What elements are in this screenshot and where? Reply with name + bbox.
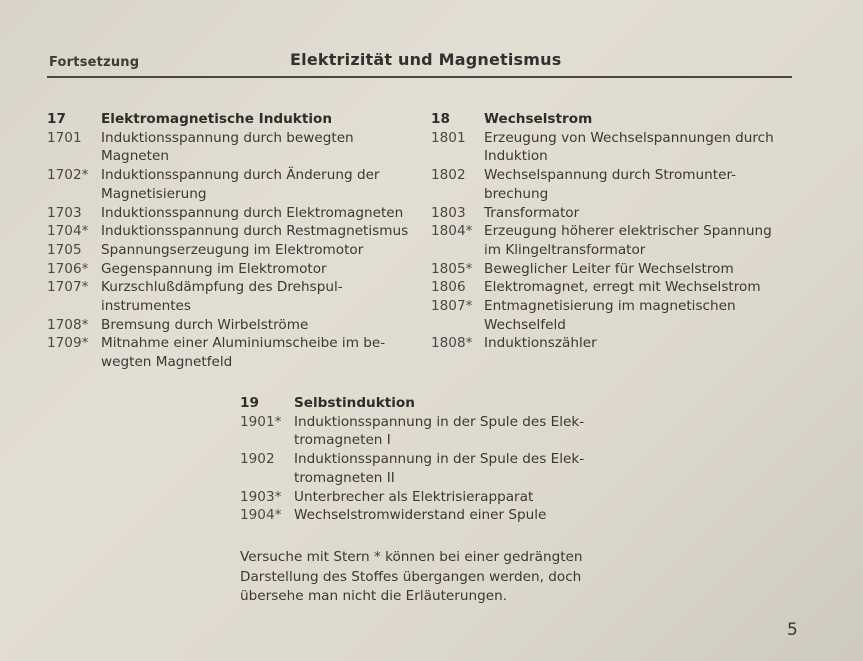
note-line: übersehe man nicht die Erläuterungen. [240,588,508,604]
section-19-selbstinduktion [240,394,610,525]
text-line: Induktion [484,148,548,165]
experiment-number: 1903* [240,488,282,505]
experiment-item [47,260,417,279]
experiment-number: 1803 [431,204,466,221]
experiment-item [47,129,417,166]
experiment-item [47,316,417,335]
experiment-number: 1806 [431,279,466,296]
experiment-number: 1808* [431,335,473,352]
experiment-item [240,450,610,487]
experiment-item [47,334,417,371]
experiment-text [484,222,801,259]
experiment-item [431,222,801,259]
experiment-number: 1805* [431,260,473,277]
experiment-item [431,166,801,203]
text-line: tromagneten II [294,469,395,486]
experiment-text [294,413,610,450]
experiment-number: 1702* [47,167,89,184]
note-line: Versuche mit Stern * können bei einer gedrängten [240,549,583,565]
experiment-text [101,129,417,166]
experiment-number: 1703 [47,204,82,221]
section-heading [240,394,610,413]
experiment-number: 1901* [240,413,282,430]
text-line: Kurzschlußdämpfung des Drehspul- [101,279,343,296]
header-divider [47,76,792,78]
page-number: 5 [787,620,798,640]
experiment-number: 1705 [47,241,82,258]
experiment-number: 1801 [431,129,466,146]
experiment-number: 1807* [431,298,473,315]
experiment-text: Unterbrecher als Elektrisierapparat [294,488,534,505]
experiment-item [47,278,417,315]
section-title: Wechselstrom [484,111,593,127]
experiment-number: 1708* [47,316,89,333]
experiment-item [240,413,610,450]
experiment-number: 1707* [47,279,89,296]
page-title: Elektrizität und Magnetismus [290,50,562,69]
experiment-number: 1701 [47,129,82,146]
experiment-item [431,297,801,334]
experiment-text: Beweglicher Leiter für Wechselstrom [484,260,734,277]
experiment-text [484,166,801,203]
section-18-wechselstrom [431,110,801,353]
text-line: instrumentes [101,298,192,315]
experiment-number: 1709* [47,335,89,352]
text-line: Wechselspannung durch Stromunter- [484,167,737,184]
footnote-asterisk-explanation [240,548,620,607]
text-line: Erzeugung von Wechselspannungen durch [484,129,774,146]
text-line: Erzeugung höherer elektrischer Spannung [484,223,772,240]
experiment-item [240,488,610,507]
experiment-text [484,129,801,166]
text-line: Induktionsspannung in der Spule des Elek- [294,413,585,430]
experiment-number: 1904* [240,507,282,524]
text-line: Induktionsspannung durch bewegten [101,129,354,146]
section-number: 17 [47,111,66,127]
section-title: Selbstinduktion [294,395,415,411]
experiment-text: Induktionszähler [484,335,597,352]
experiment-item [47,241,417,260]
experiment-item [431,260,801,279]
section-17-elektromagnetische-induktion [47,110,417,372]
experiment-number: 1706* [47,260,89,277]
experiment-text: Induktionsspannung durch Restmagnetismus [101,223,409,240]
experiment-text [101,278,417,315]
text-line: Entmagnetisierung im magnetischen [484,298,736,315]
experiment-item [47,222,417,241]
section-title: Elektromagnetische Induktion [101,111,333,127]
text-line: brechung [484,185,549,202]
text-line: tromagneten I [294,432,391,449]
text-line: Magnetisierung [101,185,207,202]
experiment-text: Transformator [484,204,580,221]
text-line: im Klingeltransformator [484,241,646,258]
experiment-text: Gegenspannung im Elektromotor [101,260,327,277]
experiment-text: Wechselstromwiderstand einer Spule [294,507,547,524]
experiment-item [47,166,417,203]
experiment-item [431,204,801,223]
text-line: Wechselfeld [484,316,566,333]
experiment-text [101,334,417,371]
experiment-text: Bremsung durch Wirbelströme [101,316,309,333]
text-line: Mitnahme einer Aluminiumscheibe im be- [101,335,386,352]
experiment-text: Elektromagnet, erregt mit Wechselstrom [484,279,761,296]
section-heading [431,110,801,129]
experiment-text [294,450,610,487]
text-line: Magneten [101,148,169,165]
section-number: 18 [431,111,450,127]
experiment-number: 1902 [240,451,275,468]
section-heading [47,110,417,129]
experiment-text [484,297,801,334]
section-number: 19 [240,395,259,411]
experiment-text [101,166,417,203]
note-line: Darstellung des Stoffes übergangen werden, doch [240,568,582,585]
experiment-item [240,506,610,525]
experiment-number: 1802 [431,167,466,184]
text-line: wegten Magnetfeld [101,354,233,371]
experiment-item [47,204,417,223]
experiment-number: 1804* [431,223,473,240]
text-line: Induktionsspannung durch Änderung der [101,167,380,184]
running-header-continuation: Fortsetzung [49,55,140,70]
experiment-item [431,129,801,166]
experiment-item [431,334,801,353]
experiment-text: Spannungserzeugung im Elektromotor [101,241,364,258]
experiment-number: 1704* [47,223,89,240]
experiment-text: Induktionsspannung durch Elektromagneten [101,204,404,221]
text-line: Induktionsspannung in der Spule des Elek- [294,451,585,468]
experiment-item [431,278,801,297]
